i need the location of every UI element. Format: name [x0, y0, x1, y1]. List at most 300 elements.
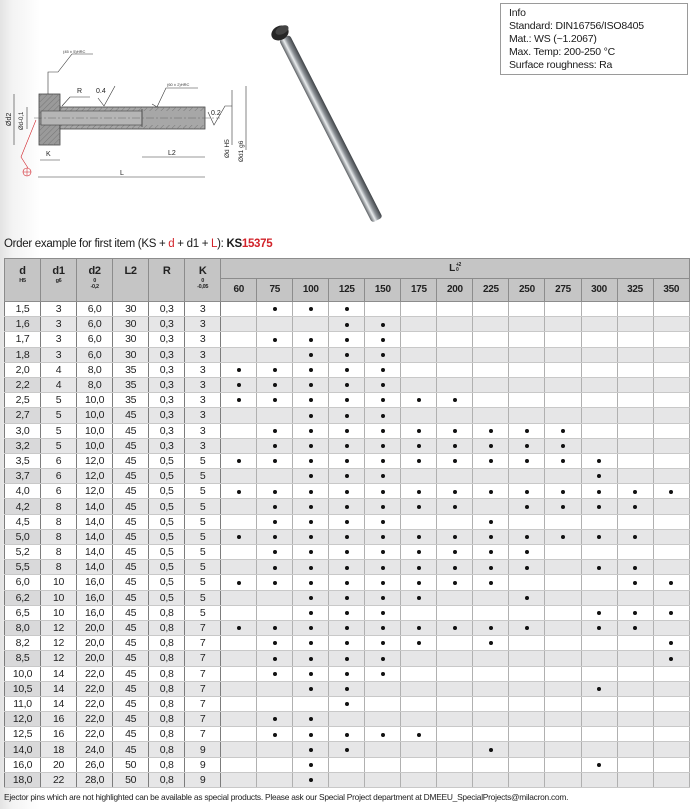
- availability-cell-225: [473, 620, 509, 635]
- availability-cell-275: [545, 469, 581, 484]
- column-header-label: L2: [124, 265, 137, 277]
- availability-cell-60: [221, 453, 257, 468]
- availability-cell-325: [617, 636, 653, 651]
- cell-d: 10,5: [5, 681, 41, 696]
- availability-cell-325: [617, 757, 653, 772]
- table-row: [5, 712, 690, 727]
- availability-cell-175: [401, 560, 437, 575]
- available-dot-icon: [381, 596, 385, 600]
- availability-cell-225: [473, 514, 509, 529]
- cell-d2: 6,0: [77, 332, 113, 347]
- availability-cell-175: [401, 408, 437, 423]
- available-dot-icon: [381, 429, 385, 433]
- cell-d: 6,0: [5, 575, 41, 590]
- available-dot-icon: [417, 566, 421, 570]
- order-l: L: [211, 238, 218, 250]
- availability-cell-100: [293, 772, 329, 787]
- cell-r: 0,3: [149, 408, 185, 423]
- length-column-325: 325: [617, 278, 653, 301]
- availability-cell-100: [293, 575, 329, 590]
- cell-d: 14,0: [5, 742, 41, 757]
- cell-l2: 45: [113, 560, 149, 575]
- available-dot-icon: [633, 626, 637, 630]
- availability-cell-300: [581, 772, 617, 787]
- availability-cell-250: [509, 423, 545, 438]
- table-row: [5, 332, 690, 347]
- column-header-k: [185, 259, 221, 302]
- cell-d1: 18: [41, 742, 77, 757]
- availability-cell-200: [437, 499, 473, 514]
- availability-cell-350: [653, 696, 689, 711]
- cell-r: 0,3: [149, 377, 185, 392]
- availability-cell-200: [437, 423, 473, 438]
- availability-cell-350: [653, 362, 689, 377]
- cell-r: 0,5: [149, 529, 185, 544]
- cell-k: 5: [185, 575, 221, 590]
- available-dot-icon: [309, 490, 313, 494]
- available-dot-icon: [309, 611, 313, 615]
- label-d-tol: Ød-0,1: [19, 111, 25, 130]
- available-dot-icon: [273, 626, 277, 630]
- availability-cell-300: [581, 757, 617, 772]
- cell-l2: 30: [113, 302, 149, 317]
- cell-k: 5: [185, 590, 221, 605]
- available-dot-icon: [381, 414, 385, 418]
- cell-r: 0,5: [149, 514, 185, 529]
- availability-cell-175: [401, 712, 437, 727]
- available-dot-icon: [417, 444, 421, 448]
- availability-cell-250: [509, 347, 545, 362]
- info-material: Mat.: WS (~1.2067): [509, 33, 597, 45]
- availability-cell-225: [473, 332, 509, 347]
- availability-cell-150: [365, 772, 401, 787]
- available-dot-icon: [309, 368, 313, 372]
- available-dot-icon: [633, 611, 637, 615]
- cell-d: 4,2: [5, 499, 41, 514]
- available-dot-icon: [309, 596, 313, 600]
- available-dot-icon: [345, 505, 349, 509]
- cell-d: 3,2: [5, 438, 41, 453]
- availability-cell-225: [473, 681, 509, 696]
- availability-cell-100: [293, 469, 329, 484]
- availability-cell-275: [545, 636, 581, 651]
- availability-cell-225: [473, 712, 509, 727]
- cell-d2: 10,0: [77, 393, 113, 408]
- cell-d2: 20,0: [77, 620, 113, 635]
- available-dot-icon: [489, 566, 493, 570]
- availability-cell-275: [545, 302, 581, 317]
- availability-cell-175: [401, 590, 437, 605]
- available-dot-icon: [453, 398, 457, 402]
- ejector-pin-photo: [262, 8, 382, 233]
- cell-r: 0,8: [149, 636, 185, 651]
- cell-l2: 35: [113, 377, 149, 392]
- available-dot-icon: [453, 566, 457, 570]
- availability-cell-250: [509, 727, 545, 742]
- availability-cell-175: [401, 529, 437, 544]
- cell-r: 0,8: [149, 605, 185, 620]
- available-dot-icon: [381, 641, 385, 645]
- availability-cell-200: [437, 681, 473, 696]
- availability-cell-200: [437, 575, 473, 590]
- availability-cell-350: [653, 438, 689, 453]
- cell-d: 4,0: [5, 484, 41, 499]
- availability-cell-225: [473, 377, 509, 392]
- available-dot-icon: [309, 383, 313, 387]
- availability-cell-350: [653, 317, 689, 332]
- availability-cell-75: [257, 666, 293, 681]
- table-row: [5, 529, 690, 544]
- table-row: [5, 605, 690, 620]
- cell-d1: 10: [41, 605, 77, 620]
- availability-cell-150: [365, 620, 401, 635]
- cell-d2: 22,0: [77, 681, 113, 696]
- available-dot-icon: [273, 307, 277, 311]
- length-column-200: 200: [437, 278, 473, 301]
- table-row: [5, 620, 690, 635]
- cell-d1: 5: [41, 408, 77, 423]
- available-dot-icon: [309, 414, 313, 418]
- availability-cell-100: [293, 484, 329, 499]
- availability-cell-100: [293, 499, 329, 514]
- availability-cell-350: [653, 772, 689, 787]
- availability-cell-350: [653, 332, 689, 347]
- cell-k: 7: [185, 696, 221, 711]
- availability-cell-75: [257, 347, 293, 362]
- availability-cell-75: [257, 727, 293, 742]
- availability-cell-175: [401, 727, 437, 742]
- table-row: [5, 347, 690, 362]
- available-dot-icon: [309, 763, 313, 767]
- availability-cell-200: [437, 408, 473, 423]
- availability-cell-75: [257, 332, 293, 347]
- available-dot-icon: [525, 459, 529, 463]
- cell-l2: 45: [113, 636, 149, 651]
- availability-cell-250: [509, 529, 545, 544]
- availability-cell-175: [401, 377, 437, 392]
- availability-cell-150: [365, 514, 401, 529]
- cell-d: 18,0: [5, 772, 41, 787]
- available-dot-icon: [417, 626, 421, 630]
- availability-cell-350: [653, 712, 689, 727]
- availability-cell-60: [221, 499, 257, 514]
- availability-cell-350: [653, 302, 689, 317]
- cell-r: 0,8: [149, 681, 185, 696]
- availability-cell-300: [581, 545, 617, 560]
- availability-cell-275: [545, 757, 581, 772]
- cell-l2: 45: [113, 408, 149, 423]
- cell-d1: 4: [41, 362, 77, 377]
- availability-cell-60: [221, 772, 257, 787]
- availability-cell-225: [473, 636, 509, 651]
- availability-cell-125: [329, 499, 365, 514]
- available-dot-icon: [309, 307, 313, 311]
- availability-cell-325: [617, 514, 653, 529]
- availability-cell-250: [509, 317, 545, 332]
- cell-d: 12,5: [5, 727, 41, 742]
- info-max-temp: Max. Temp: 200-250 °C: [509, 46, 616, 58]
- availability-cell-125: [329, 727, 365, 742]
- cell-l2: 45: [113, 499, 149, 514]
- availability-cell-60: [221, 575, 257, 590]
- available-dot-icon: [417, 490, 421, 494]
- cell-k: 5: [185, 484, 221, 499]
- cell-r: 0,5: [149, 575, 185, 590]
- availability-cell-100: [293, 377, 329, 392]
- cell-d2: 14,0: [77, 560, 113, 575]
- cell-d1: 6: [41, 469, 77, 484]
- availability-cell-350: [653, 499, 689, 514]
- length-column-175: 175: [401, 278, 437, 301]
- table-row: [5, 393, 690, 408]
- cell-d1: 14: [41, 666, 77, 681]
- availability-cell-75: [257, 408, 293, 423]
- availability-cell-175: [401, 681, 437, 696]
- availability-cell-100: [293, 423, 329, 438]
- availability-cell-75: [257, 469, 293, 484]
- availability-cell-150: [365, 362, 401, 377]
- available-dot-icon: [345, 474, 349, 478]
- available-dot-icon: [273, 717, 277, 721]
- availability-cell-175: [401, 393, 437, 408]
- cell-k: 9: [185, 772, 221, 787]
- availability-cell-350: [653, 620, 689, 635]
- availability-cell-300: [581, 529, 617, 544]
- cell-k: 3: [185, 438, 221, 453]
- availability-cell-100: [293, 453, 329, 468]
- column-header-d1: [41, 259, 77, 302]
- availability-cell-150: [365, 484, 401, 499]
- order-code-d: 15: [241, 238, 255, 250]
- availability-cell-350: [653, 347, 689, 362]
- availability-cell-100: [293, 393, 329, 408]
- availability-cell-150: [365, 453, 401, 468]
- availability-cell-60: [221, 712, 257, 727]
- availability-cell-175: [401, 666, 437, 681]
- availability-cell-300: [581, 742, 617, 757]
- available-dot-icon: [309, 520, 313, 524]
- available-dot-icon: [345, 733, 349, 737]
- availability-cell-150: [365, 757, 401, 772]
- availability-cell-60: [221, 696, 257, 711]
- availability-cell-150: [365, 423, 401, 438]
- table-row: [5, 302, 690, 317]
- availability-cell-250: [509, 560, 545, 575]
- cell-d: 3,5: [5, 453, 41, 468]
- table-row: [5, 423, 690, 438]
- label-roughness-1: 0.4: [96, 88, 106, 95]
- availability-cell-350: [653, 757, 689, 772]
- cell-d2: 22,0: [77, 727, 113, 742]
- cell-r: 0,3: [149, 317, 185, 332]
- availability-cell-325: [617, 681, 653, 696]
- info-box: [500, 3, 688, 75]
- cell-r: 0,5: [149, 469, 185, 484]
- availability-cell-60: [221, 651, 257, 666]
- availability-cell-125: [329, 742, 365, 757]
- availability-cell-100: [293, 666, 329, 681]
- cell-k: 7: [185, 636, 221, 651]
- availability-cell-60: [221, 727, 257, 742]
- available-dot-icon: [273, 368, 277, 372]
- cell-l2: 45: [113, 438, 149, 453]
- available-dot-icon: [525, 550, 529, 554]
- available-dot-icon: [417, 459, 421, 463]
- availability-cell-275: [545, 742, 581, 757]
- cell-d2: 6,0: [77, 317, 113, 332]
- available-dot-icon: [633, 490, 637, 494]
- table-row: [5, 772, 690, 787]
- available-dot-icon: [453, 535, 457, 539]
- cell-d: 2,7: [5, 408, 41, 423]
- availability-cell-300: [581, 560, 617, 575]
- info-standard: Standard: DIN16756/ISO8405: [509, 20, 644, 32]
- cell-d: 3,0: [5, 423, 41, 438]
- availability-cell-125: [329, 590, 365, 605]
- available-dot-icon: [561, 535, 565, 539]
- column-header-tolerance: g6: [55, 278, 62, 284]
- cell-l2: 35: [113, 393, 149, 408]
- availability-cell-300: [581, 651, 617, 666]
- availability-cell-200: [437, 302, 473, 317]
- available-dot-icon: [381, 459, 385, 463]
- available-dot-icon: [237, 581, 241, 585]
- available-dot-icon: [237, 535, 241, 539]
- available-dot-icon: [345, 398, 349, 402]
- label-d2: Ød2: [6, 112, 13, 126]
- available-dot-icon: [489, 444, 493, 448]
- available-dot-icon: [669, 657, 673, 661]
- availability-cell-150: [365, 499, 401, 514]
- table-row: [5, 438, 690, 453]
- length-group-header: [221, 259, 690, 279]
- availability-cell-325: [617, 438, 653, 453]
- cell-k: 9: [185, 757, 221, 772]
- table-row: [5, 696, 690, 711]
- table-row: [5, 666, 690, 681]
- cell-k: 3: [185, 423, 221, 438]
- cell-r: 0,3: [149, 302, 185, 317]
- availability-cell-300: [581, 423, 617, 438]
- availability-cell-60: [221, 469, 257, 484]
- availability-cell-300: [581, 636, 617, 651]
- availability-cell-250: [509, 499, 545, 514]
- available-dot-icon: [309, 687, 313, 691]
- availability-cell-350: [653, 681, 689, 696]
- availability-cell-125: [329, 545, 365, 560]
- available-dot-icon: [597, 474, 601, 478]
- availability-cell-275: [545, 484, 581, 499]
- order-suffix: ):: [217, 238, 227, 250]
- availability-cell-225: [473, 560, 509, 575]
- cell-d1: 8: [41, 514, 77, 529]
- available-dot-icon: [381, 383, 385, 387]
- available-dot-icon: [669, 641, 673, 645]
- available-dot-icon: [309, 429, 313, 433]
- table-row: [5, 317, 690, 332]
- available-dot-icon: [381, 566, 385, 570]
- availability-cell-225: [473, 590, 509, 605]
- availability-cell-225: [473, 651, 509, 666]
- label-l2: L2: [168, 150, 176, 157]
- available-dot-icon: [381, 505, 385, 509]
- availability-cell-350: [653, 469, 689, 484]
- availability-cell-75: [257, 605, 293, 620]
- availability-cell-275: [545, 620, 581, 635]
- availability-cell-150: [365, 605, 401, 620]
- cell-d: 16,0: [5, 757, 41, 772]
- available-dot-icon: [525, 429, 529, 433]
- availability-cell-150: [365, 377, 401, 392]
- available-dot-icon: [273, 505, 277, 509]
- info-surface-roughness: Surface roughness: Ra: [509, 59, 613, 71]
- availability-cell-200: [437, 727, 473, 742]
- availability-cell-300: [581, 575, 617, 590]
- availability-cell-325: [617, 590, 653, 605]
- availability-cell-325: [617, 529, 653, 544]
- label-hardness-head: (45 ± 5)HRC: [63, 49, 86, 54]
- cell-l2: 45: [113, 712, 149, 727]
- availability-cell-250: [509, 484, 545, 499]
- availability-cell-225: [473, 772, 509, 787]
- cell-d: 11,0: [5, 696, 41, 711]
- availability-cell-75: [257, 696, 293, 711]
- available-dot-icon: [417, 581, 421, 585]
- availability-cell-200: [437, 696, 473, 711]
- cell-d: 10,0: [5, 666, 41, 681]
- cell-l2: 45: [113, 529, 149, 544]
- available-dot-icon: [345, 687, 349, 691]
- available-dot-icon: [633, 566, 637, 570]
- available-dot-icon: [489, 550, 493, 554]
- availability-cell-75: [257, 423, 293, 438]
- availability-cell-300: [581, 393, 617, 408]
- availability-cell-325: [617, 651, 653, 666]
- available-dot-icon: [381, 323, 385, 327]
- table-row: [5, 681, 690, 696]
- availability-cell-275: [545, 453, 581, 468]
- cell-k: 3: [185, 377, 221, 392]
- availability-cell-225: [473, 317, 509, 332]
- available-dot-icon: [273, 535, 277, 539]
- availability-cell-75: [257, 590, 293, 605]
- availability-cell-300: [581, 712, 617, 727]
- cell-d2: 20,0: [77, 636, 113, 651]
- availability-cell-100: [293, 514, 329, 529]
- available-dot-icon: [381, 444, 385, 448]
- availability-cell-60: [221, 605, 257, 620]
- length-column-150: 150: [365, 278, 401, 301]
- available-dot-icon: [381, 520, 385, 524]
- cell-l2: 30: [113, 332, 149, 347]
- availability-cell-300: [581, 605, 617, 620]
- availability-cell-225: [473, 469, 509, 484]
- availability-cell-60: [221, 681, 257, 696]
- availability-cell-275: [545, 332, 581, 347]
- available-dot-icon: [309, 672, 313, 676]
- availability-cell-250: [509, 666, 545, 681]
- cell-d2: 26,0: [77, 757, 113, 772]
- availability-cell-275: [545, 362, 581, 377]
- available-dot-icon: [489, 748, 493, 752]
- cell-k: 9: [185, 742, 221, 757]
- availability-cell-75: [257, 636, 293, 651]
- cell-d2: 20,0: [77, 651, 113, 666]
- availability-cell-225: [473, 393, 509, 408]
- cell-d1: 3: [41, 302, 77, 317]
- availability-cell-275: [545, 590, 581, 605]
- availability-cell-60: [221, 377, 257, 392]
